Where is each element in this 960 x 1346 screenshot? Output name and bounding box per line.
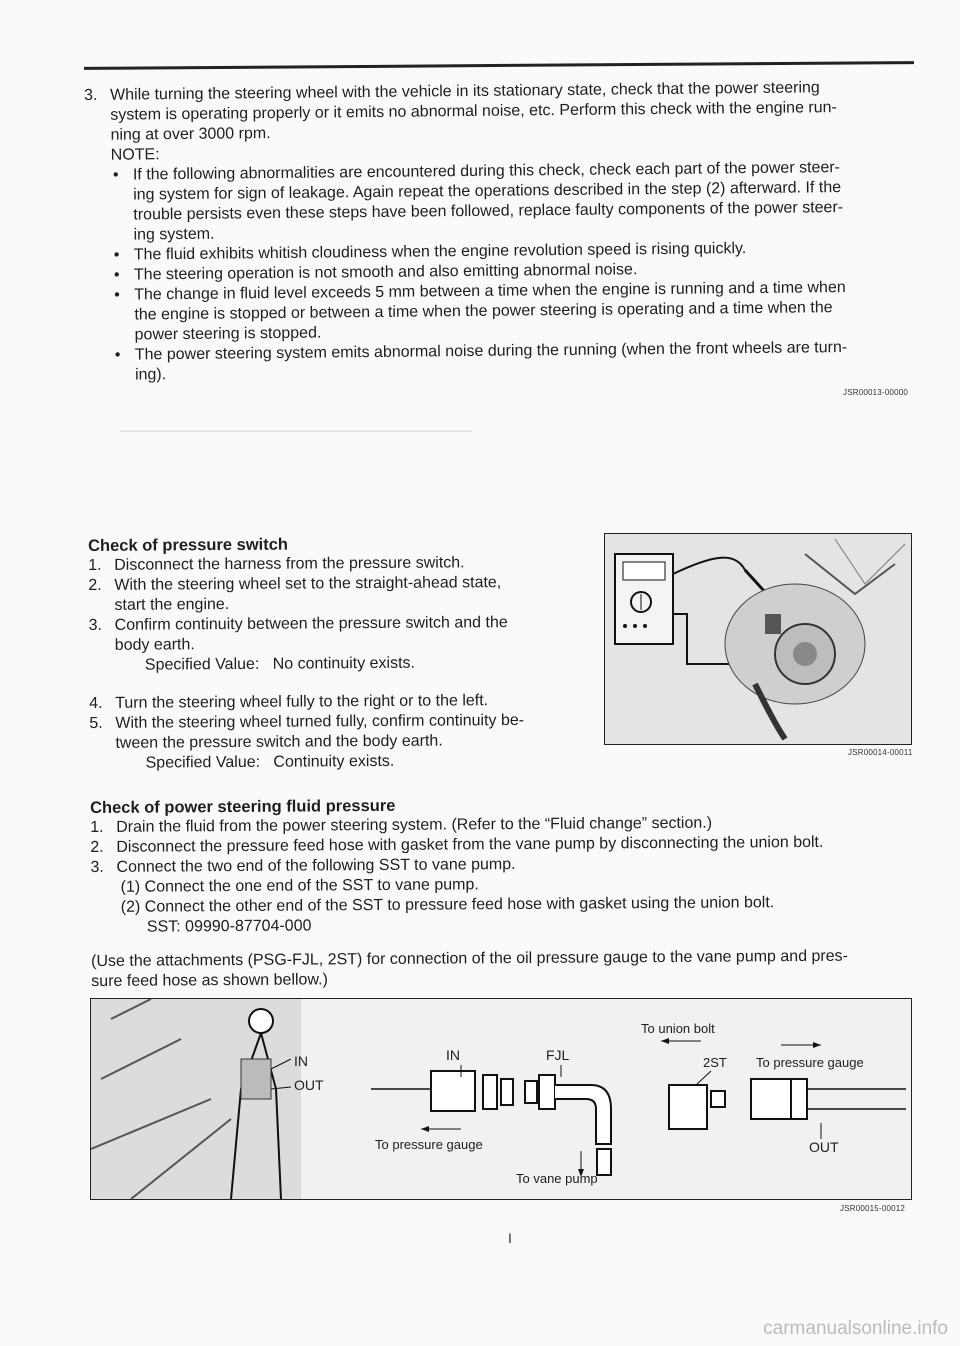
section-title: Check of power steering fluid pressure [90,796,396,817]
attachment-illustration [91,999,911,1199]
bleed-through: ———————————————————————————————— [120,425,472,437]
page-mark: I [508,1230,512,1246]
bullet-item: • The power steering system emits abnormal noise during the running (when the front wheels are turn- ing). [113,337,917,385]
specified-value: Specified Value: No continuity exists. [144,654,416,674]
label-out2: OUT [809,1139,839,1155]
label-in: IN [294,1053,308,1069]
attachment-note: (Use the attachments (PSG-FJL, 2ST) for connection of the oil pressure gauge to the vane pump and pres- [91,947,849,970]
figure-code: JSR00013-00000 [843,388,909,397]
label-to-gauge-right: To pressure gauge [756,1055,864,1070]
multimeter-figure [604,533,912,745]
sst-number: SST: 09990-87704-000 [146,917,312,936]
label-fjl: FJL [546,1047,570,1063]
step-3-line: system is operating properly or it emits no abnormal noise, etc. Perform this check with the engine run- [110,99,837,124]
note-label: NOTE: [110,146,160,164]
step: 1. Disconnect the harness from the pressure switch. [88,554,465,574]
note-bullets [85,157,917,386]
fluid-pressure-section [90,792,921,992]
step: 5. With the steering wheel turned fully, confirm continuity be- tween the pressure switch and the body earth. [89,711,525,752]
step-number: 3. [84,86,98,104]
label-out: OUT [294,1077,324,1093]
label-union-bolt: To union bolt [641,1021,715,1036]
step-3-line: ning at over 3000 rpm. [110,125,271,144]
bullet-item: • The steering operation is not smooth and also emitting abnormal noise. [112,257,916,285]
label-2st: 2ST [703,1055,727,1070]
step: 4. Turn the steering wheel fully to the right or to the left. [89,692,489,712]
attachment-note: sure feed hose as shown bellow.) [91,971,328,990]
step: 2. With the steering wheel set to the straight-ahead state, start the engine. [88,574,502,614]
figure-code: JSR00015-00012 [840,1204,906,1213]
label-in2: IN [446,1047,460,1063]
step-3-line: While turning the steering wheel with the vehicle in its stationary state, check that the power steering [110,79,820,104]
gauge-attachment-figure [90,998,912,1200]
step: 2. Disconnect the pressure feed hose with gasket from the vane pump by disconnecting the union bolt. [90,833,824,856]
step-3 [84,77,917,386]
sub-step: (2) Connect the other end of the SST to pressure feed hose with gasket using the union bolt. [120,894,775,916]
step: 3. Connect the two end of the following SST to vane pump. [90,856,516,876]
bullet-item: • The change in fluid level exceeds 5 mm between a time when the engine is running and a time when the engine is stopped or between a time when the power steering is operating and a time when the power steering is stopped. [112,277,917,345]
bullet-item: • The fluid exhibits whitish cloudiness when the engine revolution speed is rising quickly. [112,237,916,265]
specified-value: Specified Value: Continuity exists. [145,752,395,772]
section-title: Check of pressure switch [88,535,289,555]
multimeter-illustration [605,534,911,744]
step: 3. Confirm continuity between the pressure switch and the body earth. [88,614,508,654]
label-to-gauge-left: To pressure gauge [375,1137,483,1152]
figure-code: JSR00014-00011 [848,748,913,757]
watermark: carmanualsonline.info [763,1318,948,1339]
sub-step: (1) Connect the one end of the SST to vane pump. [120,876,479,896]
bullet-item: • If the following abnormalities are encountered during this check, check each part of the power steer- ing system for sign of leakage. Again repeat the operations described in the step (2) afterward. If the trouble persists even these steps have been followed, replace faulty components of the power steer- ing system. [111,157,916,245]
label-vane-pump: To vane pump [516,1171,598,1186]
step: 1. Drain the fluid from the power steering system. (Refer to the “Fluid change” section.) [90,814,713,836]
top-rule [84,61,914,70]
pressure-switch-section [88,533,580,774]
